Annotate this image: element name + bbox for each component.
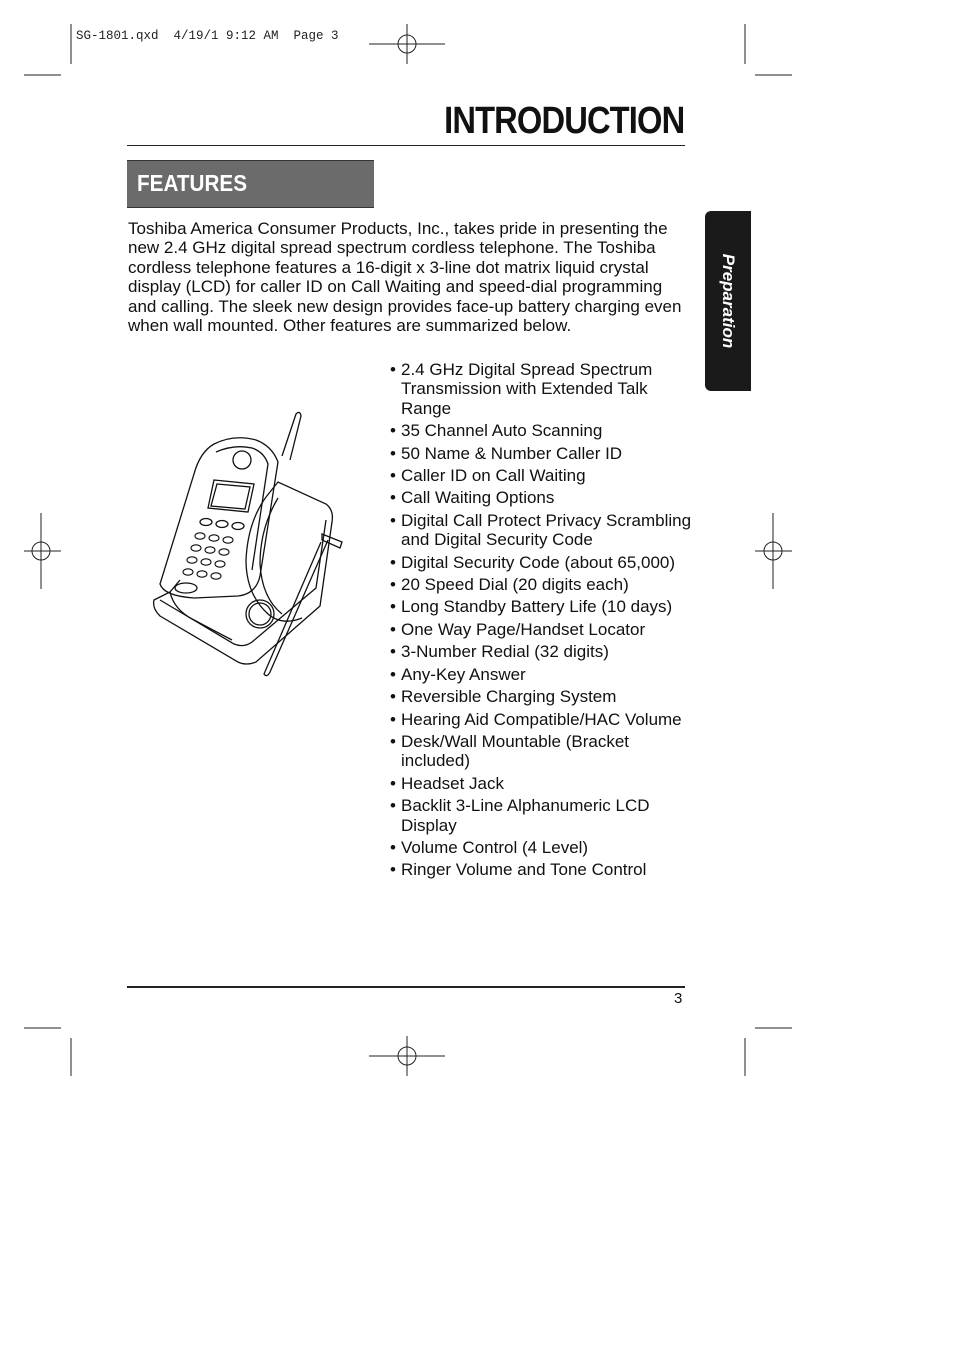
feature-item: • Ringer Volume and Tone Control bbox=[390, 860, 700, 879]
side-tab-label: Preparation bbox=[719, 253, 738, 349]
feature-item: • Digital Call Protect Privacy Scrambling and Digital Security Code bbox=[390, 511, 700, 550]
footer-rule bbox=[127, 986, 685, 988]
cordless-phone-illustration bbox=[150, 410, 350, 682]
title-rule bbox=[127, 145, 685, 146]
feature-item: • Hearing Aid Compatible/HAC Volume bbox=[390, 710, 700, 729]
feature-item: • Headset Jack bbox=[390, 774, 700, 793]
feature-item: • Volume Control (4 Level) bbox=[390, 838, 700, 857]
page-title: INTRODUCTION bbox=[443, 100, 684, 142]
feature-item: • 50 Name & Number Caller ID bbox=[390, 444, 700, 463]
feature-item: • 35 Channel Auto Scanning bbox=[390, 421, 700, 440]
feature-item: • Call Waiting Options bbox=[390, 488, 700, 507]
registration-mark-left bbox=[24, 513, 61, 589]
intro-paragraph: Toshiba America Consumer Products, Inc., takes pride in presenting the new 2.4 GHz digital spread spectrum cordless telephone. The Toshiba cordless telephone features a 16-digit x 3-line dot matrix liquid crystal display (LCD) for caller ID on Call Waiting and speed-dial programming and calling. The sleek new design provides face-up battery charging even when wall mounted. Other features are summarized below. bbox=[128, 219, 682, 336]
registration-mark-bottom bbox=[369, 1036, 445, 1076]
feature-item: • Any-Key Answer bbox=[390, 665, 700, 684]
features-list bbox=[390, 360, 700, 883]
feature-item: • Caller ID on Call Waiting bbox=[390, 466, 700, 485]
section-heading: FEATURES bbox=[137, 170, 248, 196]
feature-item: • 20 Speed Dial (20 digits each) bbox=[390, 575, 700, 594]
registration-mark-right bbox=[755, 513, 792, 589]
feature-item: • Reversible Charging System bbox=[390, 687, 700, 706]
feature-item: • Desk/Wall Mountable (Bracket included) bbox=[390, 732, 700, 771]
slug-line: SG-1801.qxd 4/19/1 9:12 AM Page 3 bbox=[76, 29, 339, 43]
feature-item: • Digital Security Code (about 65,000) bbox=[390, 553, 700, 572]
feature-item: • Backlit 3-Line Alphanumeric LCD Display bbox=[390, 796, 700, 835]
side-tab bbox=[705, 211, 751, 391]
page-number: 3 bbox=[674, 990, 683, 1007]
section-heading-banner bbox=[127, 160, 374, 208]
feature-item: • One Way Page/Handset Locator bbox=[390, 620, 700, 639]
feature-item: • 2.4 GHz Digital Spread Spectrum Transmission with Extended Talk Range bbox=[390, 360, 700, 418]
feature-item: • Long Standby Battery Life (10 days) bbox=[390, 597, 700, 616]
feature-item: • 3-Number Redial (32 digits) bbox=[390, 642, 700, 661]
registration-mark-top bbox=[369, 24, 445, 64]
